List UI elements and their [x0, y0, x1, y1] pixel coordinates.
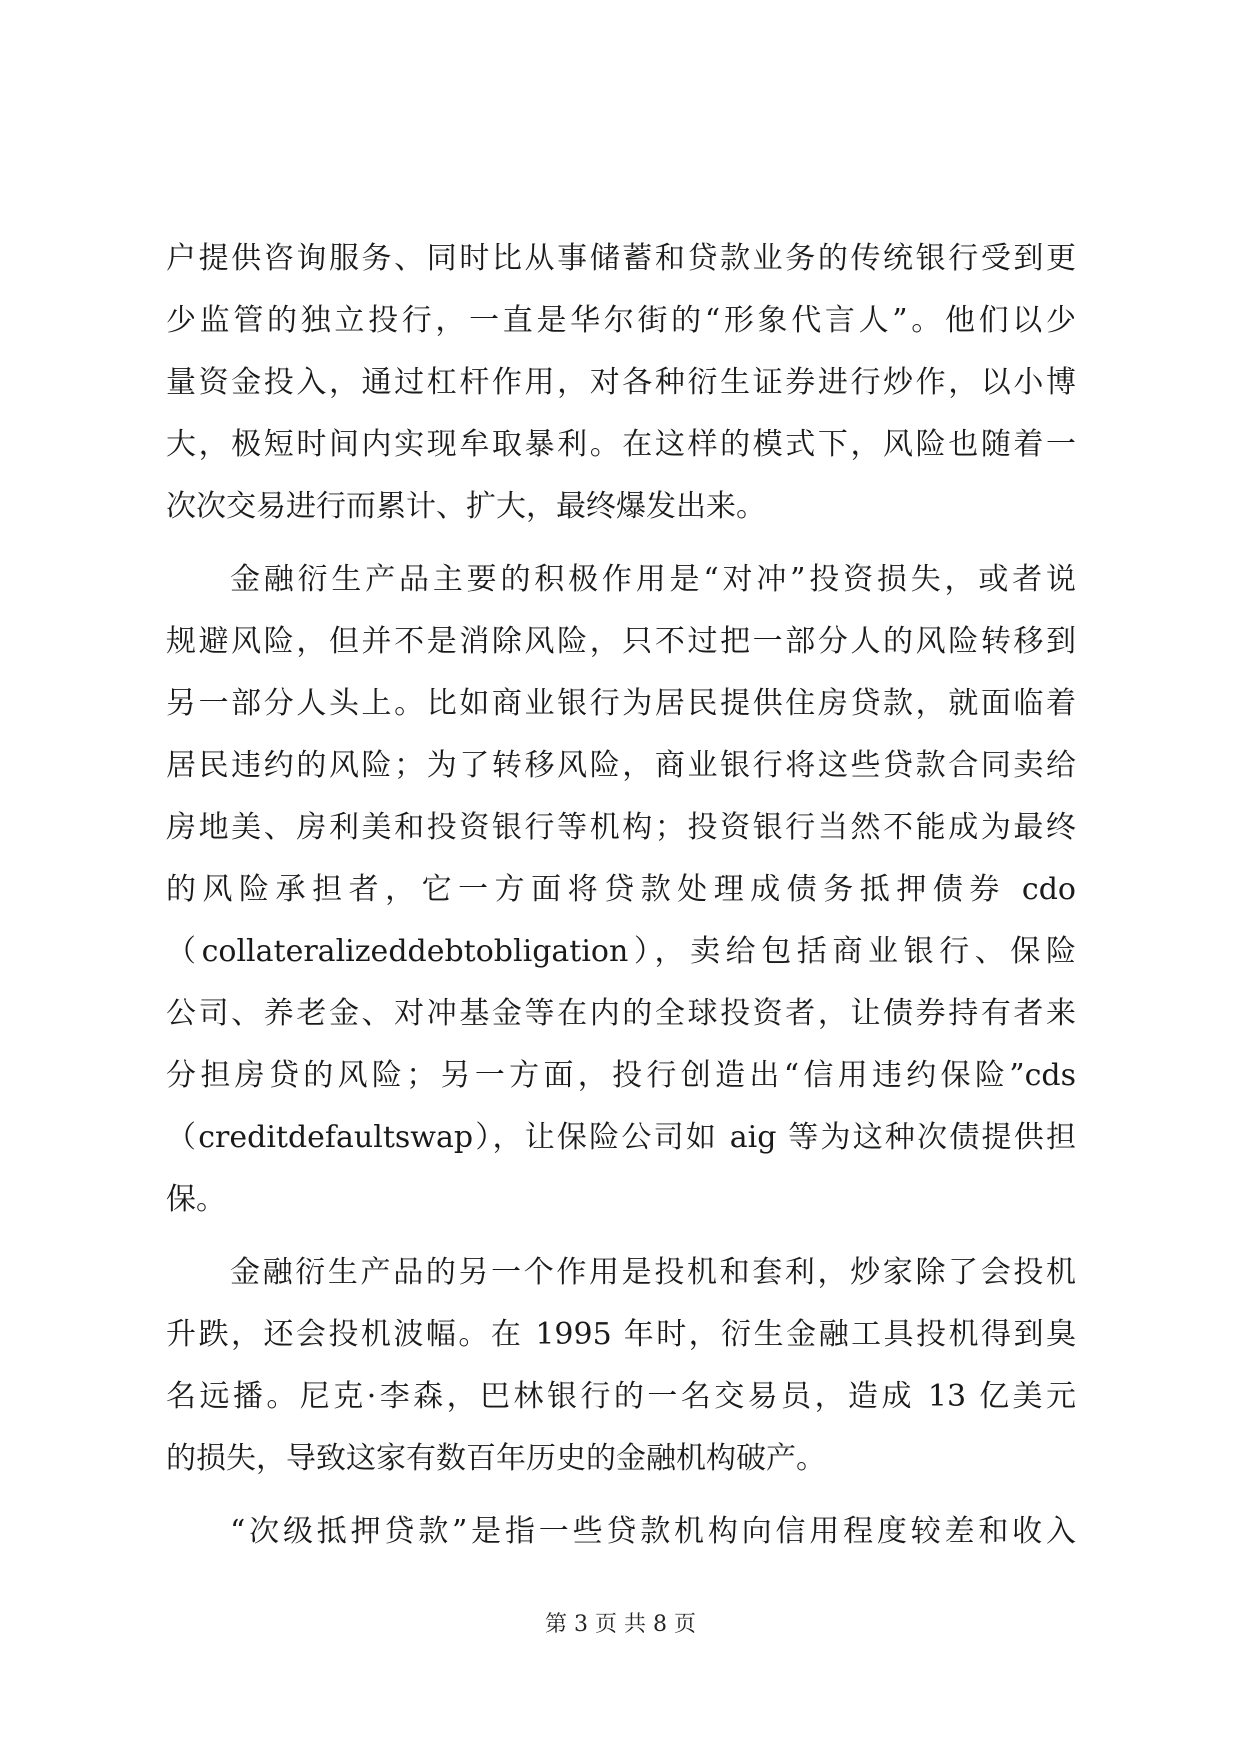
paragraph-4	[166, 1501, 1076, 1563]
text-line: （creditdefaultswap），让保险公司如 aig 等为这种次债提供担	[166, 1120, 1076, 1155]
text-line: （collateralizeddebtobligation），卖给包括商业银行、保险	[166, 934, 1076, 969]
text-line: 次次交易进行而累计、扩大，最终爆发出来。	[166, 489, 766, 524]
text-line: 升跌，还会投机波幅。在 1995 年时，衍生金融工具投机得到臭	[166, 1317, 1076, 1352]
text-line: 金融衍生产品主要的积极作用是“对冲”投资损失，或者说	[230, 562, 1076, 597]
text-line: 规避风险，但并不是消除风险，只不过把一部分人的风险转移到	[166, 624, 1076, 659]
text-line: 的风险承担者，它一方面将贷款处理成债务抵押债券 cdo	[166, 872, 1076, 907]
text-line: 的损失，导致这家有数百年历史的金融机构破产。	[166, 1441, 826, 1476]
text-line: 量资金投入，通过杠杆作用，对各种衍生证券进行炒作，以小博	[166, 365, 1076, 400]
text-line: 保。	[166, 1182, 226, 1217]
text-line: 少监管的独立投行，一直是华尔街的“形象代言人”。他们以少	[166, 303, 1076, 338]
paragraph-1	[166, 228, 1076, 538]
paragraph-2	[166, 549, 1076, 1231]
text-line: 户提供咨询服务、同时比从事储蓄和贷款业务的传统银行受到更	[166, 241, 1076, 276]
text-line: 居民违约的风险；为了转移风险，商业银行将这些贷款合同卖给	[166, 748, 1076, 783]
text-line: 另一部分人头上。比如商业银行为居民提供住房贷款，就面临着	[166, 686, 1076, 721]
body-text	[166, 228, 1076, 1563]
text-line: 名远播。尼克·李森，巴林银行的一名交易员，造成 13 亿美元	[166, 1379, 1076, 1414]
text-line: 大，极短时间内实现牟取暴利。在这样的模式下，风险也随着一	[166, 427, 1076, 462]
text-line: 公司、养老金、对冲基金等在内的全球投资者，让债券持有者来	[166, 996, 1076, 1031]
text-line: 房地美、房利美和投资银行等机构；投资银行当然不能成为最终	[166, 810, 1076, 845]
text-line: 分担房贷的风险；另一方面，投行创造出“信用违约保险”cds	[166, 1058, 1076, 1093]
page-number-footer: 第 3 页 共 8 页	[545, 1612, 696, 1637]
text-line: “次级抵押贷款”是指一些贷款机构向信用程度较差和收入	[230, 1514, 1076, 1549]
paragraph-3	[166, 1242, 1076, 1490]
text-line: 金融衍生产品的另一个作用是投机和套利，炒家除了会投机	[230, 1255, 1076, 1290]
